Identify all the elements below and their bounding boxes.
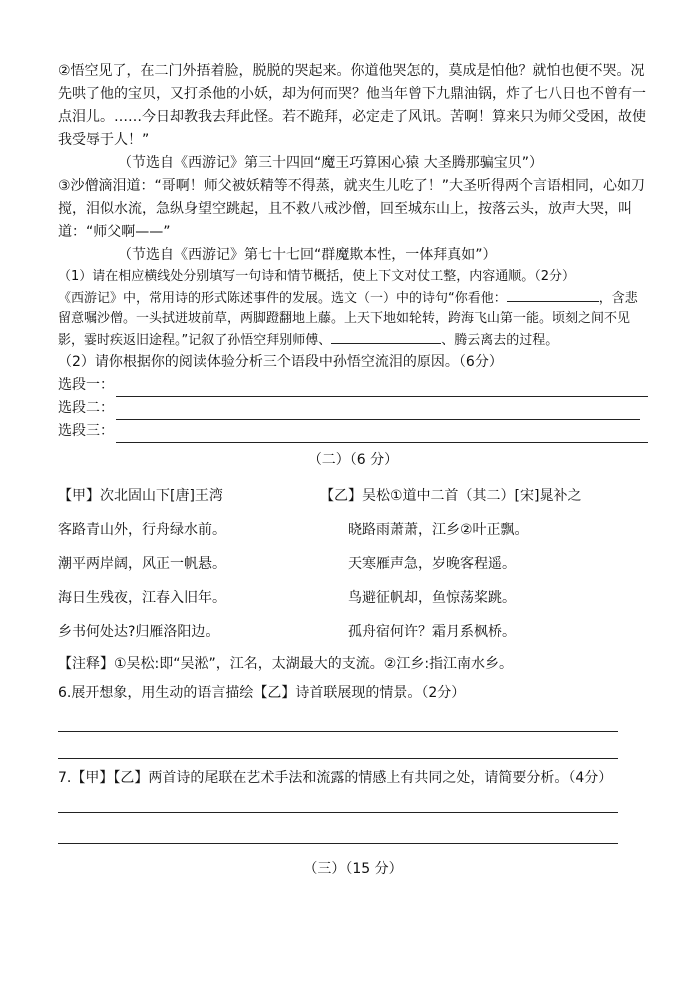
question-7-answer-line[interactable] xyxy=(58,813,618,844)
poem-a xyxy=(58,479,320,649)
poem-b-line: 晓路雨萧萧，江乡②叶正飘。 xyxy=(348,522,529,538)
question-2: （2）请你根据你的阅读体验分析三个语段中孙悟空流泪的原因。（6分） xyxy=(58,354,503,370)
plot-summary-blank[interactable] xyxy=(331,329,441,344)
question-1-text-c: 、腾云离去的过程。 xyxy=(441,333,559,348)
answer-label-1: 选段一： xyxy=(58,377,114,393)
question-6-answer-line[interactable] xyxy=(58,705,618,732)
passage-2: ②悟空见了，在二门外捂着脸，脱脱的哭起来。你道他哭怎的，莫成是怕他？就怕也便不哭。况先哄了他的宝贝，又打杀他的小妖，却为何而哭？他当年曾下九鼎油锅，炸了七八日也不曾有一点泪儿。……今日却教我去拜此怪。若不跪拜，必定走了风讯。苦啊！算来只为师父受困，故使我受辱于人！” xyxy=(58,63,646,148)
poem-a-line: 乡书何处达?归雁洛阳边。 xyxy=(58,624,220,640)
question-1-body xyxy=(58,287,648,351)
answer-label-2: 选段二： xyxy=(58,400,114,416)
annotation-note: 【注释】①吴松:即“吴淞”，江名，太湖最大的支流。②江乡:指江南水乡。 xyxy=(58,656,514,672)
answer-line-1[interactable] xyxy=(116,379,648,397)
passage-2-source: （节选自《西游记》第三十四回“魔王巧算困心猿 大圣腾那骗宝贝”） xyxy=(118,155,543,171)
question-7: 7.【甲】【乙】两首诗的尾联在艺术手法和流露的情感上有共同之处，请简要分析。（4分） xyxy=(58,770,613,786)
answer-label-3: 选段三： xyxy=(58,423,114,439)
poems xyxy=(58,479,648,649)
question-6-answer-line[interactable] xyxy=(58,732,618,759)
poem-b-line: 孤舟宿何许？霜月系枫桥。 xyxy=(348,624,516,640)
answer-line-3[interactable] xyxy=(116,425,648,443)
poem-a-line: 客路青山外，行舟绿水前。 xyxy=(58,522,226,538)
passage-3: ③沙僧滴泪道：“哥啊！师父被妖精等不得蒸，就夹生儿吃了！”大圣听得两个言语相同，心如刀搅，泪似水流，急纵身望空跳起，且不救八戒沙僧，回至城东山上，按落云头，放声大哭，叫道：“师父啊——” xyxy=(58,178,646,240)
question-1-text-a: 《西游记》中，常用诗的形式陈述事件的发展。选文（一）中的诗句“你看他： xyxy=(58,291,507,306)
answer-row-3 xyxy=(58,420,648,443)
section-3-heading: （三）（15 分） xyxy=(303,861,403,877)
poem-b-title: 【乙】吴松①道中二首（其二）[宋]晁补之 xyxy=(320,488,582,504)
poem-a-title: 【甲】次北固山下[唐]王湾 xyxy=(58,488,223,504)
poem-b-line: 鸟避征帆却，鱼惊荡桨跳。 xyxy=(348,590,516,606)
answer-row-2 xyxy=(58,397,648,420)
passage-3-source: （节选自《西游记》第七十七回“群魔欺本性，一体拜真如”） xyxy=(118,247,497,263)
poem-b-line: 天寒雁声急，岁晚客程遥。 xyxy=(348,556,516,572)
answer-line-2[interactable] xyxy=(116,402,640,420)
answer-row-1 xyxy=(58,374,648,397)
poem-b xyxy=(320,479,581,649)
poem-a-line: 海日生残夜，江春入旧年。 xyxy=(58,590,226,606)
question-6: 6.展开想象，用生动的语言描绘【乙】诗首联展现的情景。（2分） xyxy=(58,685,466,701)
section-2-heading: （二）（6 分） xyxy=(307,452,399,468)
question-1-intro: （1）请在相应横线处分别填写一句诗和情节概括，使上下文对仗工整，内容通顺。（2分） xyxy=(58,269,576,284)
exam-page xyxy=(58,60,648,892)
question-7-answer-line[interactable] xyxy=(58,790,618,813)
question-1-comma: ， xyxy=(598,291,612,306)
question-1-text-b: 含悲留意嘱沙僧。一头拭迸坡前草，两脚蹬翻地上藤。上天下地如轮转，跨海飞山第一能。顷刻之间不见影，霎时疾返旧途程。”记叙了孙悟空拜别师傅、 xyxy=(58,291,638,348)
poem-line-blank[interactable] xyxy=(507,287,599,302)
poem-a-line: 潮平两岸阔，风正一帆悬。 xyxy=(58,556,226,572)
